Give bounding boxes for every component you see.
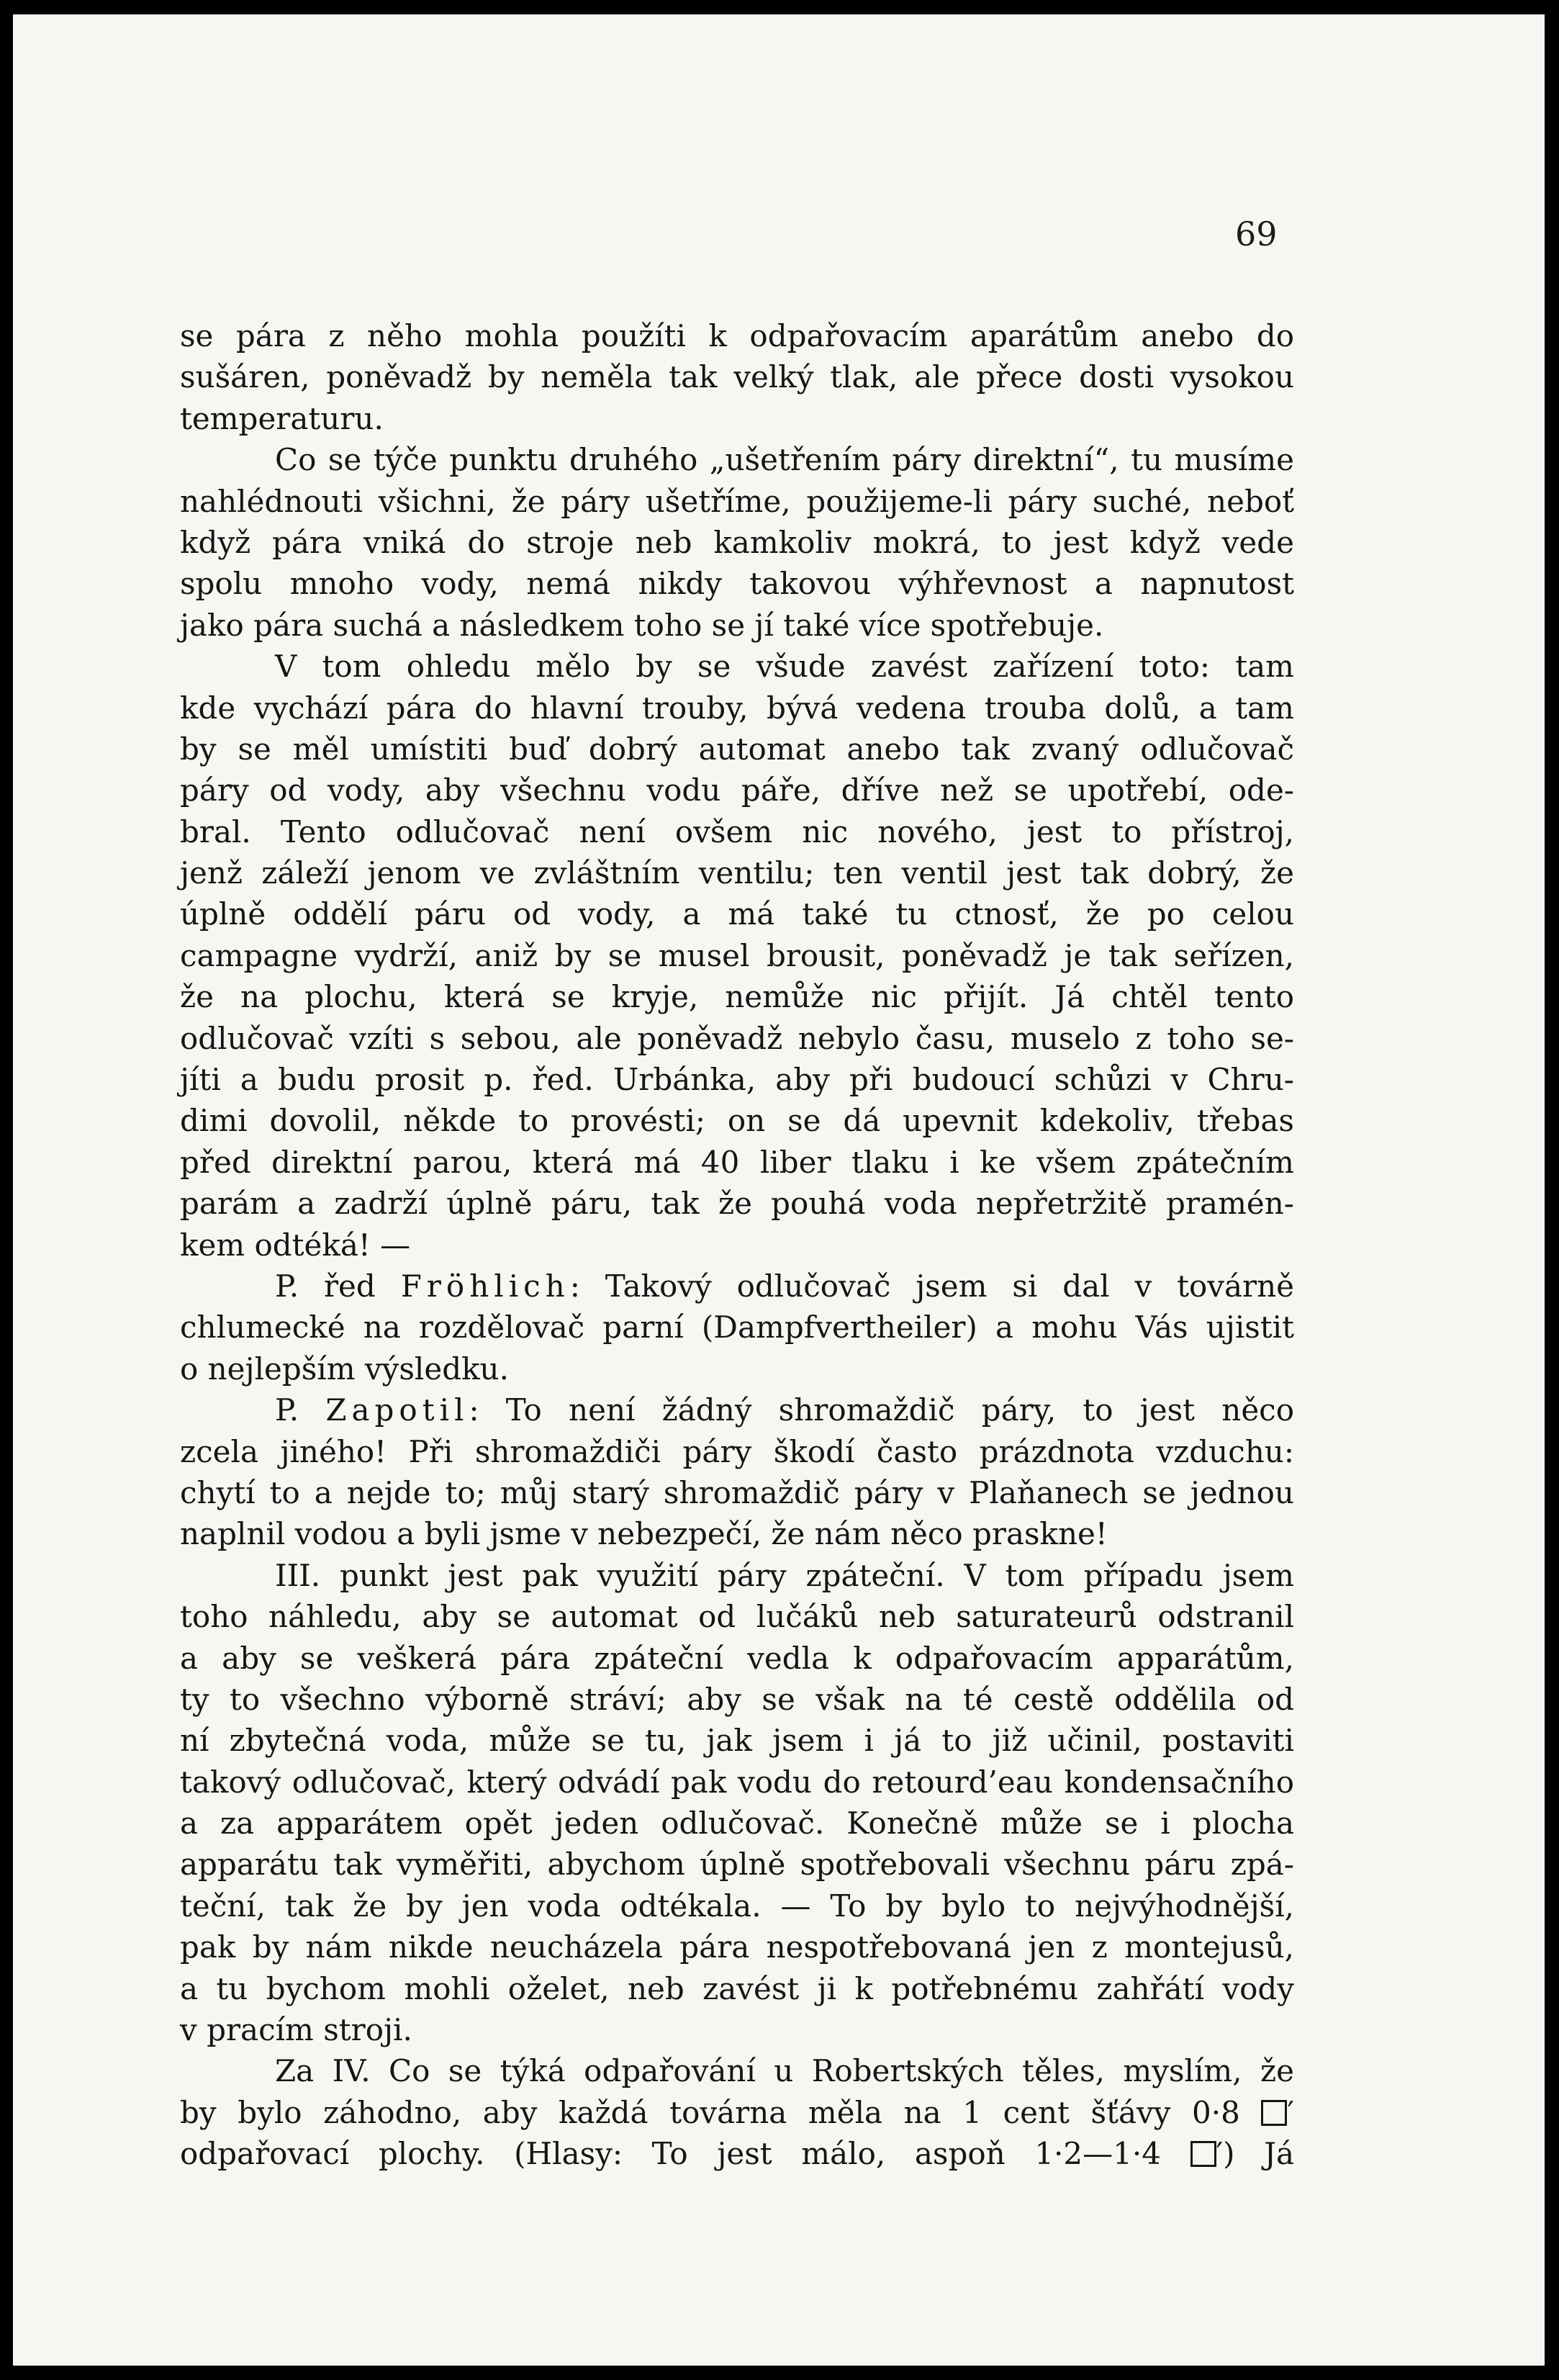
square-symbol-icon [1190, 2141, 1216, 2167]
text-line: a aby se veškerá pára zpáteční vedla k odpařovacím apparátům, [180, 1640, 1294, 1676]
text-line: že na plochu, která se kryje, nemůže nic přijít. Já chtěl tento [180, 979, 1294, 1015]
text-line: jako pára suchá a následkem toho se jí také více spotřebuje. [180, 607, 1104, 643]
page-number: 69 [1235, 215, 1278, 253]
text-line [180, 1266, 1294, 1307]
text-line: jenž záleží jenom ve zvláštním ventilu; ten ventil jest tak dobrý, že [180, 855, 1294, 891]
text-line: toho náhledu, aby se automat od lučáků neb saturateurů odstranil [180, 1599, 1294, 1635]
text-line: by se měl umístiti buď dobrý automat anebo tak zvaný odlučovač [180, 731, 1294, 767]
speaker-name-zapotil: Zapotil [325, 1392, 469, 1428]
speaker-title: P. [275, 1392, 299, 1428]
text-line: v pracím stroji. [180, 2012, 412, 2048]
line-text-end: ′) Já [1216, 2136, 1294, 2172]
text-line: chlumecké na rozdělovač parní (Dampfvertheiler) a mohu Vás ujistit [180, 1310, 1294, 1345]
text-line [180, 1389, 1294, 1430]
text-line: o nejlepším výsledku. [180, 1351, 509, 1387]
text-line: bral. Tento odlučovač není ovšem nic nového, jest to přístroj, [180, 813, 1294, 849]
speaker-title: P. řed [275, 1268, 376, 1304]
text-line: kem odtéká! — [180, 1227, 411, 1263]
speech-text: : Takový odlučovač jsem si dal v továrně [569, 1268, 1294, 1304]
line-text: by bylo záhodno, aby každá továrna měla na 1 cent šťávy 0·8 [180, 2094, 1240, 2130]
speaker-name-frohlich: Fröhlich [400, 1268, 570, 1304]
text-line: takový odlučovač, který odvádí pak vodu do retourd’eau kondensačního [180, 1764, 1294, 1800]
text-line: chytí to a nejde to; můj starý shromaždič páry v Plaňanech se jednou [180, 1474, 1294, 1510]
text-line: sušáren, poněvadž by neměla tak velký tlak, ale přece dosti vysokou [180, 359, 1294, 395]
text-line: ní zbytečná voda, může se tu, jak jsem i já to již učinil, postaviti [180, 1723, 1294, 1759]
text-line: odlučovač vzíti s sebou, ale poněvadž nebylo času, muselo z toho se- [180, 1020, 1294, 1056]
text-line: pak by nám nikde neucházela pára nespotřebovaná jen z montejusů, [180, 1929, 1294, 1965]
text-line: dimi dovolil, někde to provésti; on se dá upevnit kdekoliv, třebas [180, 1103, 1294, 1139]
body-text [180, 315, 1294, 2175]
text-line: zcela jiného! Při shromaždiči páry škodí často prázdnota vzduchu: [180, 1433, 1294, 1469]
text-line: se pára z něho mohla použíti k odpařovacím aparátům anebo do [180, 318, 1294, 353]
text-line: před direktní parou, která má 40 liber tlaku i ke všem zpátečním [180, 1144, 1294, 1180]
text-line [180, 2092, 1294, 2133]
text-line: a za apparátem opět jeden odlučovač. Konečně může se i plocha [180, 1806, 1294, 1842]
speech-text: : To není žádný shromaždič páry, to jest něco [469, 1392, 1294, 1428]
text-line: ty to všechno výborně stráví; aby se však na té cestě oddělila od [180, 1681, 1294, 1717]
text-line: apparátu tak vyměřiti, abychom úplně spotřebovali všechnu páru zpá- [180, 1847, 1294, 1883]
text-line: páry od vody, aby všechnu vodu páře, dříve než se upotřebí, ode- [180, 772, 1294, 808]
text-line: teční, tak že by jen voda odtékala. — To by bylo to nejvýhodnější, [180, 1888, 1294, 1924]
prime-mark: ′ [1287, 2094, 1295, 2130]
text-line: temperaturu. [180, 400, 384, 436]
text-line [180, 2133, 1294, 2174]
text-line: úplně oddělí páru od vody, a má také tu ctnosť, že po celou [180, 896, 1294, 932]
text-line: naplnil vodou a byli jsme v nebezpečí, že nám něco praskne! [180, 1516, 1108, 1552]
text-line: jíti a budu prosit p. řed. Urbánka, aby při budoucí schůzi v Chru- [180, 1062, 1294, 1098]
text-line: a tu bychom mohli oželet, neb zavést ji k potřebnému zahřátí vody [180, 1970, 1294, 2006]
text-line: Co se týče punktu druhého „ušetřením páry direktní“, tu musíme [275, 442, 1294, 478]
text-line: spolu mnoho vody, nemá nikdy takovou výhřevnost a napnutost [180, 566, 1294, 602]
line-text: odpařovací plochy. (Hlasy: To jest málo, aspoň 1·2—1·4 [180, 2136, 1161, 2172]
text-line: III. punkt jest pak využití páry zpáteční. V tom případu jsem [275, 1557, 1294, 1593]
text-line: nahlédnouti všichni, že páry ušetříme, použijeme-li páry suché, neboť [180, 483, 1294, 519]
book-page [13, 14, 1545, 2366]
square-symbol-icon [1261, 2100, 1287, 2126]
text-line: parám a zadrží úplně páru, tak že pouhá voda nepřetržitě pramén- [180, 1186, 1294, 1222]
text-line: když pára vniká do stroje neb kamkoliv mokrá, to jest když vede [180, 524, 1294, 560]
text-line: kde vychází pára do hlavní trouby, bývá vedena trouba dolů, a tam [180, 690, 1294, 726]
text-line: campagne vydrží, aniž by se musel brousit, poněvadž je tak seřízen, [180, 937, 1294, 973]
text-line: Za IV. Co se týká odpařování u Robertských těles, myslím, že [275, 2053, 1294, 2089]
text-line: V tom ohledu mělo by se všude zavést zařízení toto: tam [275, 649, 1294, 685]
